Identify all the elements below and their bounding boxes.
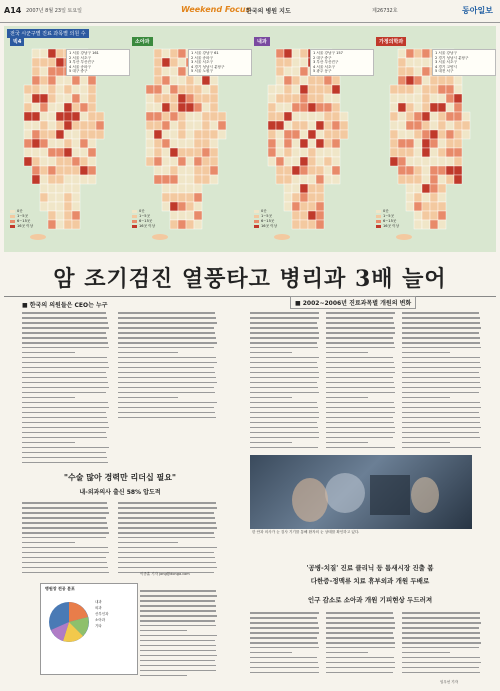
legend-item: 16곳 이상 bbox=[376, 224, 399, 229]
ranking-item: 3 부산 부산진구 bbox=[313, 60, 339, 65]
ranking-item: 5 광주 동구 bbox=[313, 69, 332, 74]
ranking-item: 3 서울 서초구 bbox=[435, 60, 457, 65]
legend-item: 1~5곳 bbox=[132, 214, 155, 219]
legend-item: 16곳 이상 bbox=[10, 224, 33, 229]
pie-legend-1: 외과 bbox=[95, 606, 102, 610]
ranking-item: 4 경기 고양시 bbox=[435, 64, 457, 69]
legend-item: 6~15곳 bbox=[10, 219, 33, 224]
map-legend bbox=[376, 209, 399, 229]
legend-item: 1~5곳 bbox=[254, 214, 277, 219]
text-column-10 bbox=[402, 612, 482, 677]
legend-item: 0곳 bbox=[10, 209, 33, 214]
byline-left: 이종훈 기자 jong@donga.com bbox=[140, 572, 190, 576]
ranking-item: 2 서울 서초구 bbox=[69, 55, 91, 60]
photo-illustration bbox=[250, 455, 472, 529]
left-section-label: ■ 한국의 의원들은 CEO는 누구 bbox=[22, 302, 108, 309]
pull-quote-1: "수술 많아 경력만 리더십 필요" bbox=[63, 472, 177, 482]
map-tag: 가정의학과 bbox=[376, 37, 406, 46]
ranking-item: 3 서울 서초구 bbox=[191, 60, 213, 65]
ranking-item: 2 경기 성남시 분당구 bbox=[435, 55, 469, 60]
ranking-item: 2 대구 중구 bbox=[313, 55, 332, 60]
map-legend bbox=[10, 209, 33, 229]
map-legend bbox=[132, 209, 155, 229]
photo-caption: 한 안과 의사가 눈 검사 기기를 통해 환자의 눈 상태를 확인하고 있다. bbox=[252, 530, 360, 534]
ranking-item: 2 서울 송파구 bbox=[191, 55, 213, 60]
ranking-item: 1 서울 강남구 61 bbox=[191, 51, 219, 55]
map-tag: 소아과 bbox=[132, 37, 153, 46]
byline-right: 임우선 기자 bbox=[440, 680, 459, 684]
ranking-list bbox=[188, 49, 252, 76]
ranking-item: 4 경기 성남시 분당구 bbox=[191, 64, 225, 69]
ranking-item: 1 서울 강남구 157 bbox=[313, 51, 343, 55]
legend-item: 16곳 이상 bbox=[254, 224, 277, 229]
legend-item: 6~15곳 bbox=[254, 219, 277, 224]
map-panel-3 bbox=[374, 37, 492, 247]
text-column-8 bbox=[250, 612, 320, 677]
legend-item: 0곳 bbox=[376, 209, 399, 214]
text-column-9 bbox=[326, 612, 396, 677]
pie-legend-0: 내과 bbox=[95, 600, 102, 604]
page-number: A14 bbox=[4, 6, 22, 15]
map-panel-1 bbox=[130, 37, 248, 247]
section-subtitle: 한국의 병원 지도 bbox=[246, 8, 291, 15]
section-title: Weekend Focus bbox=[181, 5, 251, 14]
ranking-list bbox=[432, 49, 496, 76]
map-section-title: 전국 시군구별 진료 과목별 의원 수 bbox=[7, 29, 89, 38]
ranking-item: 5 대구 중구 bbox=[69, 69, 88, 74]
page-header bbox=[0, 0, 500, 23]
map-tag: 내과 bbox=[254, 37, 270, 46]
pull-quote-2-sub: 다한증-정맥류 치료 휴부외과 개원 두배로 bbox=[310, 577, 430, 585]
pull-quote-2: '공병-치질' 진료 클리닉 등 틈새시장 진출 봄 bbox=[306, 564, 434, 572]
issue-number: 제26732호 bbox=[372, 8, 398, 14]
pull-quote-1-sub: 내-외과의사 출신 58% 압도적 bbox=[79, 489, 161, 496]
legend-item: 6~15곳 bbox=[376, 219, 399, 224]
ranking-item: 4 서울 서초구 bbox=[313, 64, 335, 69]
map-panel-2 bbox=[252, 37, 370, 247]
legend-item: 6~15곳 bbox=[132, 219, 155, 224]
specialty-pie-chart bbox=[40, 583, 138, 675]
ranking-list bbox=[66, 49, 130, 76]
pie-legend-2: 산부인과 bbox=[95, 612, 109, 616]
text-column-1 bbox=[22, 312, 110, 467]
legend-item: 1~5곳 bbox=[10, 214, 33, 219]
ranking-list bbox=[310, 49, 374, 76]
ranking-item: 5 대전 서구 bbox=[435, 69, 454, 74]
pie-graphic bbox=[45, 598, 93, 646]
eye-exam-photo bbox=[250, 455, 472, 529]
pie-legend-4: 기타 bbox=[95, 624, 102, 628]
publication-date: 2007년 8월 23일 토요일 bbox=[26, 8, 83, 14]
newspaper-logo: 동아일보 bbox=[462, 5, 493, 15]
legend-item: 16곳 이상 bbox=[132, 224, 155, 229]
ranking-item: 1 서울 강남구 161 bbox=[69, 51, 99, 55]
ranking-item: 1 서울 강남구 bbox=[435, 51, 457, 55]
ranking-item: 3 부산 부산진구 bbox=[69, 60, 95, 65]
pull-quote-3: 인구 감소로 소아과 개원 기피현상 두드러져 bbox=[307, 596, 433, 604]
text-column-6 bbox=[22, 502, 110, 577]
headline: 암 조기검진 열풍타고 병리과 3배 늘어 bbox=[53, 266, 447, 292]
legend-item: 1~5곳 bbox=[376, 214, 399, 219]
right-section-label: ■ 2002~2006년 진료과목별 개원의 변화 bbox=[290, 296, 416, 309]
text-column-4 bbox=[326, 312, 396, 452]
text-column-5 bbox=[402, 312, 482, 452]
divider bbox=[4, 296, 496, 297]
text-column-3 bbox=[250, 312, 320, 452]
map-panel-0 bbox=[8, 37, 126, 247]
text-column-7 bbox=[118, 502, 218, 577]
pie-chart-title: 병원장 전공 분포 bbox=[45, 586, 75, 591]
ranking-item: 4 서울 송파구 bbox=[69, 64, 91, 69]
legend-item: 0곳 bbox=[132, 209, 155, 214]
map-legend bbox=[254, 209, 277, 229]
pie-legend-3: 소아과 bbox=[95, 618, 106, 622]
ranking-item: 5 서울 노원구 bbox=[191, 69, 213, 74]
map-tag: 빅4 bbox=[10, 37, 24, 46]
legend-item: 0곳 bbox=[254, 209, 277, 214]
text-column-2 bbox=[118, 312, 218, 422]
text-column-11 bbox=[140, 590, 218, 680]
